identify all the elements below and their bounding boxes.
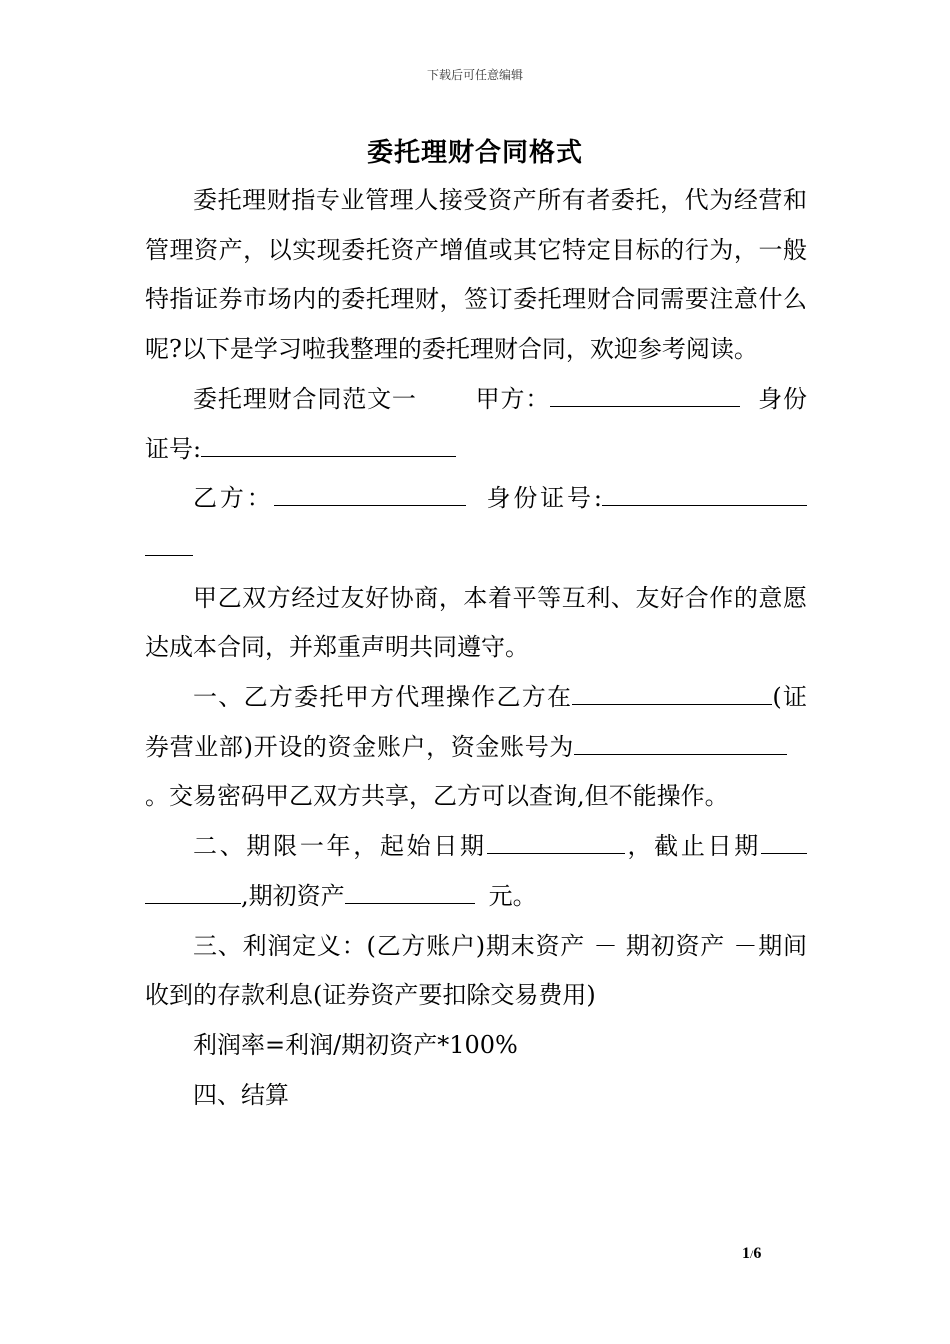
page-current: 1 [742,1245,750,1262]
clause-1-text-a: 一、乙方委托甲方代理操作乙方在 [193,683,573,712]
party-b-id-blank-cont [145,530,193,556]
contract-label: 委托理财合同范文一 [193,384,417,413]
account-number-blank-cont [739,729,787,755]
contract-parties-a [145,375,807,474]
party-a-id-blank [201,430,456,456]
party-b-id-label: 身份证号: [483,484,602,513]
clause-1-text-b: (证券营业部)开设的资金账户，资金账号为 [145,683,807,761]
consensus-paragraph: 甲乙双方经过友好协商，本着平等互利、友好合作的意愿达成本合同，并郑重声明共同遵守。 [145,583,807,662]
intro-paragraph: 委托理财指专业管理人接受资产所有者委托，代为经营和管理资产，以实现委托资产增值或其它特定目标的行为，一般特指证券市场内的委托理财，签订委托理财合同需要注意什么呢?以下是学习啦我整理的委托理财合同，欢迎参考阅读。 [145,186,807,364]
clause-2-text-a: 二、期限一年，起始日期 [193,832,487,861]
page-number [742,1245,761,1263]
party-b-label: 乙方： [193,484,274,513]
document-body [145,176,807,1120]
page-header: 下载后可任意编辑 [426,68,523,82]
party-b-blank [274,480,466,506]
page-total: 6 [753,1245,762,1262]
party-a-id-label: 身份证号: [145,384,808,463]
clause-1 [145,673,807,822]
contract-parties-b [145,474,807,573]
initial-assets-blank [345,878,475,904]
profit-formula: 利润率=利润/期初资产*100% [193,1030,518,1059]
brokerage-blank [572,679,772,705]
clause-2 [145,822,807,921]
document-title: 委托理财合同格式 [366,138,583,168]
clause-2-text-d: 元。 [488,881,537,910]
clause-4: 四、结算 [193,1080,289,1109]
party-a-label: 甲方： [474,384,551,413]
party-a-blank [550,381,740,407]
page-separator: / [750,1247,754,1261]
clause-2-text-b: ，截止日期 [624,832,762,861]
end-date-blank-cont [145,878,241,904]
account-number-blank [574,729,739,755]
end-date-blank [761,828,807,854]
party-b-id-blank [602,480,807,506]
clause-1-text-c: 。交易密码甲乙双方共享，乙方可以查询,但不能操作。 [145,782,729,811]
clause-3: 三、利润定义：(乙方账户)期末资产 － 期初资产 －期间收到的存款利息(证券资产要扣除交易费用) [145,931,807,1010]
start-date-blank [487,828,625,854]
clause-2-text-c: ,期初资产 [241,881,345,910]
